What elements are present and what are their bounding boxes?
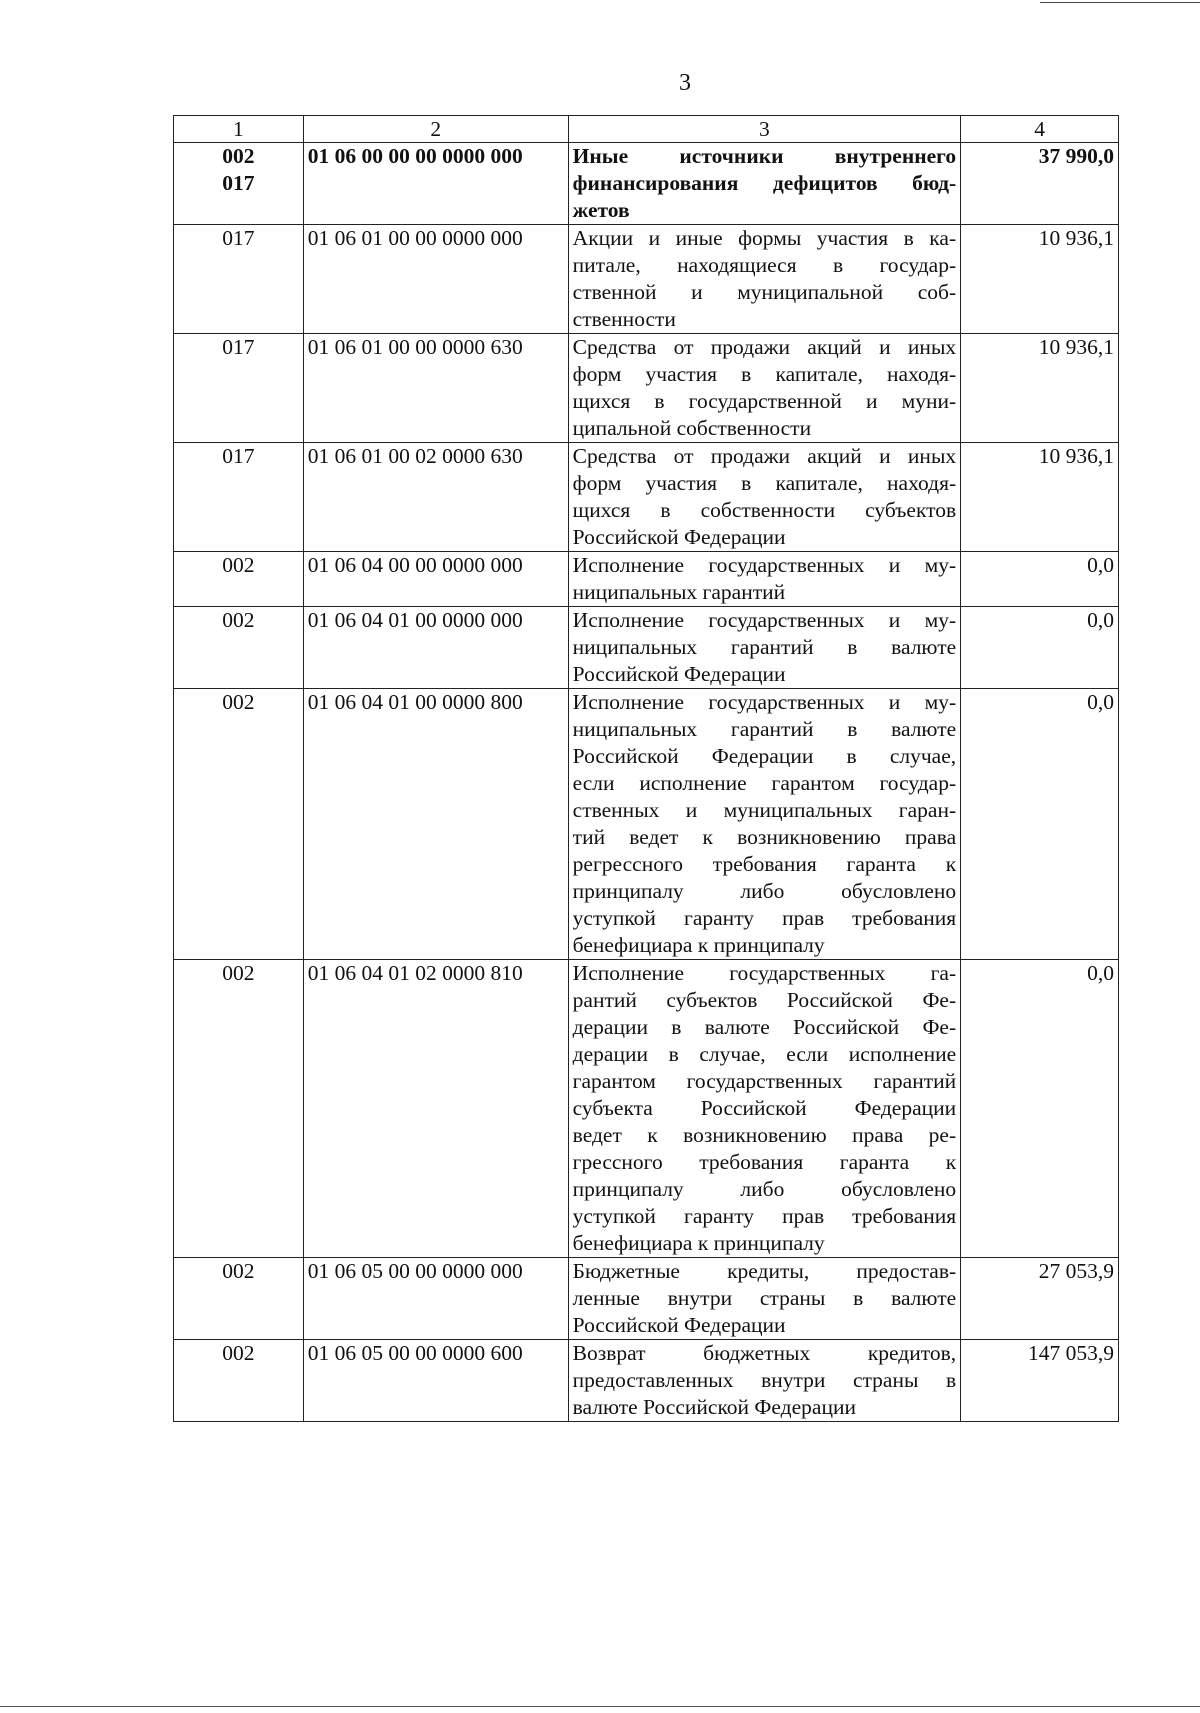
source-name-line: уступкой гаранту прав требования [572, 1204, 957, 1228]
amount-cell: 10 936,1 [961, 225, 1119, 334]
source-name-line: бенефициара к принципалу [572, 933, 825, 957]
admin-code-cell [174, 143, 304, 225]
source-name-cell [568, 689, 960, 960]
source-name-line: Акции и иные формы участия в ка- [572, 226, 957, 250]
admin-code-cell [174, 607, 304, 689]
source-name-line: ведет к возникновению права ре- [572, 1123, 957, 1147]
table-row [174, 143, 1119, 225]
budget-classification-code: 01 06 01 00 00 0000 630 [303, 334, 568, 443]
budget-classification-code: 01 06 05 00 00 0000 600 [303, 1340, 568, 1422]
admin-code-cell [174, 1340, 304, 1422]
table-row [174, 225, 1119, 334]
source-name-line: гарантом государственных гарантий [572, 1069, 957, 1093]
budget-classification-code: 01 06 05 00 00 0000 000 [303, 1258, 568, 1340]
source-name-line: уступкой гаранту прав требования [572, 906, 957, 930]
source-name-cell [568, 225, 960, 334]
source-name-line: ниципальных гарантий в валюте [572, 717, 957, 741]
source-name-line: субъекта Российской Федерации [572, 1096, 957, 1120]
source-name-line: ственности [572, 307, 676, 331]
admin-code: 002 [222, 1341, 255, 1365]
budget-classification-code: 01 06 04 01 00 0000 800 [303, 689, 568, 960]
source-name-line: Исполнение государственных и му- [572, 690, 957, 714]
source-name-line: Российской Федерации [572, 525, 786, 549]
header-cell-col3: 3 [568, 116, 960, 143]
source-name-line: ниципальных гарантий [572, 580, 786, 604]
admin-code: 002 [222, 690, 255, 714]
source-name-line: ниципальных гарантий в валюте [572, 635, 957, 659]
admin-code: 002 [222, 608, 255, 632]
admin-code-cell [174, 689, 304, 960]
page-number: 3 [679, 70, 691, 96]
admin-code-cell [174, 334, 304, 443]
source-name-cell [568, 1340, 960, 1422]
source-name-line: Российской Федерации [572, 662, 786, 686]
source-name-line: Исполнение государственных и му- [572, 553, 957, 577]
source-name-line: ленные внутри страны в валюте [572, 1286, 957, 1310]
table-row [174, 334, 1119, 443]
source-name-line: Российской Федерации [572, 1313, 786, 1337]
scan-edge-line-top [1040, 2, 1200, 3]
admin-code-cell [174, 443, 304, 552]
table-header-row [174, 116, 1119, 143]
header-cell-col2: 2 [303, 116, 568, 143]
source-name-cell [568, 334, 960, 443]
budget-classification-code: 01 06 01 00 00 0000 000 [303, 225, 568, 334]
admin-code: 002 [222, 1259, 255, 1283]
source-name-line: если исполнение гарантом государ- [572, 771, 957, 795]
amount-cell: 0,0 [961, 960, 1119, 1258]
source-name-cell [568, 143, 960, 225]
header-cell-col1: 1 [174, 116, 304, 143]
source-name-line: тий ведет к возникновению права [572, 825, 957, 849]
admin-code-cell [174, 552, 304, 607]
source-name-line: финансирования дефицитов бюд- [572, 171, 957, 195]
source-name-cell [568, 960, 960, 1258]
source-name-line: форм участия в капитале, находя- [572, 362, 957, 386]
source-name-line: бенефициара к принципалу [572, 1231, 825, 1255]
admin-code: 002 [222, 144, 255, 168]
table-row [174, 1340, 1119, 1422]
source-name-cell [568, 1258, 960, 1340]
source-name-line: Средства от продажи акций и иных [572, 335, 957, 359]
budget-classification-code: 01 06 04 00 00 0000 000 [303, 552, 568, 607]
table-row [174, 443, 1119, 552]
source-name-cell [568, 443, 960, 552]
source-name-line: принципалу либо обусловлено [572, 1177, 957, 1201]
table-row [174, 607, 1119, 689]
budget-classification-code: 01 06 01 00 02 0000 630 [303, 443, 568, 552]
source-name-line: Иные источники внутреннего [572, 144, 957, 168]
source-name-line: питале, находящиеся в государ- [572, 253, 957, 277]
source-name-line: Средства от продажи акций и иных [572, 444, 957, 468]
source-name-line: ственных и муниципальных гаран- [572, 798, 957, 822]
admin-code: 017 [222, 171, 255, 195]
admin-code: 017 [222, 444, 255, 468]
amount-cell: 0,0 [961, 552, 1119, 607]
table-row [174, 960, 1119, 1258]
budget-sources-table [173, 115, 1119, 1422]
admin-code: 002 [222, 961, 255, 985]
admin-code: 017 [222, 226, 255, 250]
amount-cell: 37 990,0 [961, 143, 1119, 225]
source-name-line: Исполнение государственных га- [572, 961, 957, 985]
source-name-line: щихся в собственности субъектов [572, 498, 957, 522]
amount-cell: 10 936,1 [961, 334, 1119, 443]
source-name-cell [568, 607, 960, 689]
budget-classification-code: 01 06 04 01 02 0000 810 [303, 960, 568, 1258]
source-name-line: Исполнение государственных и му- [572, 608, 957, 632]
source-name-line: регрессного требования гаранта к [572, 852, 957, 876]
amount-cell: 147 053,9 [961, 1340, 1119, 1422]
source-name-cell [568, 552, 960, 607]
table-row [174, 689, 1119, 960]
header-cell-col4: 4 [961, 116, 1119, 143]
admin-code-cell [174, 225, 304, 334]
source-name-line: дерации в валюте Российской Фе- [572, 1015, 957, 1039]
amount-cell: 0,0 [961, 607, 1119, 689]
admin-code: 002 [222, 553, 255, 577]
amount-cell: 27 053,9 [961, 1258, 1119, 1340]
source-name-line: Бюджетные кредиты, предостав- [572, 1259, 957, 1283]
source-name-line: жетов [572, 198, 630, 222]
source-name-line: форм участия в капитале, находя- [572, 471, 957, 495]
budget-classification-code: 01 06 00 00 00 0000 000 [303, 143, 568, 225]
source-name-line: Российской Федерации в случае, [572, 744, 957, 768]
amount-cell: 10 936,1 [961, 443, 1119, 552]
admin-code-cell [174, 960, 304, 1258]
source-name-line: ципальной собственности [572, 416, 812, 440]
admin-code-cell [174, 1258, 304, 1340]
source-name-line: рантий субъектов Российской Фе- [572, 988, 957, 1012]
source-name-line: предоставленных внутри страны в [572, 1368, 957, 1392]
source-name-line: грессного требования гаранта к [572, 1150, 957, 1174]
source-name-line: щихся в государственной и муни- [572, 389, 957, 413]
admin-code: 017 [222, 335, 255, 359]
table-row [174, 552, 1119, 607]
source-name-line: ственной и муниципальной соб- [572, 280, 957, 304]
source-name-line: валюте Российской Федерации [572, 1395, 856, 1419]
source-name-line: принципалу либо обусловлено [572, 879, 957, 903]
amount-cell: 0,0 [961, 689, 1119, 960]
budget-classification-code: 01 06 04 01 00 0000 000 [303, 607, 568, 689]
scan-edge-line-bottom [0, 1706, 1200, 1707]
table-row [174, 1258, 1119, 1340]
source-name-line: дерации в случае, если исполнение [572, 1042, 957, 1066]
source-name-line: Возврат бюджетных кредитов, [572, 1341, 957, 1365]
